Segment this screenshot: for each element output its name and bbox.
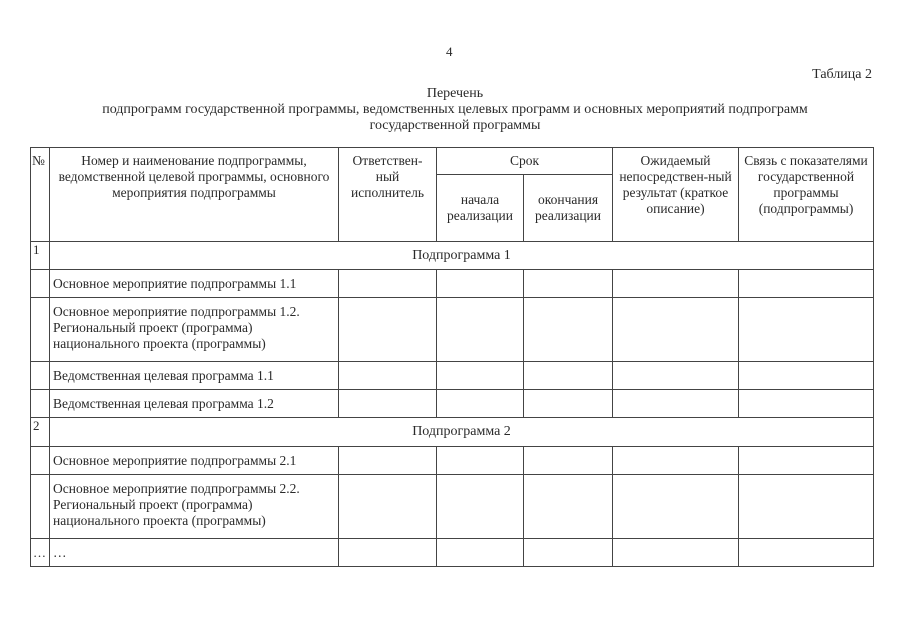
table-label: Таблица 2 (812, 67, 872, 82)
header-num: № (31, 148, 50, 242)
header-period-start: начала реализации (437, 175, 524, 242)
header-period-end: окончания реализации (524, 175, 613, 242)
cell-end (524, 475, 613, 539)
cell-result (613, 475, 739, 539)
section-title: Подпрограмма 2 (50, 418, 874, 447)
cell-executor (339, 539, 437, 567)
cell-end (524, 390, 613, 418)
cell-start (437, 362, 524, 390)
cell-end (524, 539, 613, 567)
table-row (31, 447, 874, 475)
cell-start (437, 475, 524, 539)
cell-result (613, 298, 739, 362)
title-line-2: подпрограмм государственной программы, ведомственных целевых программ и основных мероприятий подпрограмм (102, 102, 808, 117)
header-executor: Ответствен-ный исполнитель (339, 148, 437, 242)
cell-start (437, 270, 524, 298)
row-number: 2 (31, 418, 50, 447)
row-number (31, 475, 50, 539)
cell-link (739, 475, 874, 539)
table-row (31, 539, 874, 567)
table-row (31, 475, 874, 539)
document-title (60, 86, 850, 134)
row-name: Основное мероприятие подпрограммы 2.1 (50, 447, 339, 475)
cell-link (739, 390, 874, 418)
cell-result (613, 447, 739, 475)
row-name: Ведомственная целевая программа 1.1 (50, 362, 339, 390)
cell-link (739, 447, 874, 475)
row-number (31, 298, 50, 362)
row-name: Основное мероприятие подпрограммы 1.1 (50, 270, 339, 298)
cell-result (613, 270, 739, 298)
header-period: Срок (437, 148, 613, 175)
row-number (31, 447, 50, 475)
header-result: Ожидаемый непосредствен-ный результат (краткое описание) (613, 148, 739, 242)
row-name: Ведомственная целевая программа 1.2 (50, 390, 339, 418)
cell-link (739, 270, 874, 298)
cell-result (613, 390, 739, 418)
row-name: Основное мероприятие подпрограммы 1.2. Региональный проект (программа) национального проекта (программы) (50, 298, 339, 362)
cell-start (437, 390, 524, 418)
page-number: 4 (446, 44, 453, 59)
cell-executor (339, 298, 437, 362)
title-line-3: государственной программы (369, 118, 541, 133)
cell-end (524, 270, 613, 298)
row-number: … (31, 539, 50, 567)
cell-end (524, 298, 613, 362)
programs-table (30, 147, 874, 567)
title-line-1: Перечень (426, 86, 484, 101)
row-number (31, 362, 50, 390)
cell-start (437, 539, 524, 567)
row-name: Основное мероприятие подпрограммы 2.2. Региональный проект (программа) национального проекта (программы) (50, 475, 339, 539)
cell-end (524, 362, 613, 390)
table-row (31, 362, 874, 390)
header-link: Связь с показателями государственной программы (подпрограммы) (739, 148, 874, 242)
cell-link (739, 298, 874, 362)
section-title: Подпрограмма 1 (50, 242, 874, 270)
cell-executor (339, 362, 437, 390)
table-row-section (31, 242, 874, 270)
cell-start (437, 447, 524, 475)
cell-end (524, 447, 613, 475)
row-number: 1 (31, 242, 50, 270)
row-number (31, 390, 50, 418)
table-row (31, 298, 874, 362)
row-number (31, 270, 50, 298)
table-row-section (31, 418, 874, 447)
cell-executor (339, 447, 437, 475)
header-name: Номер и наименование подпрограммы, ведомственной целевой программы, основного мероприятия подпрограммы (50, 148, 339, 242)
table-row (31, 270, 874, 298)
row-name: … (50, 539, 339, 567)
table-row (31, 390, 874, 418)
cell-start (437, 298, 524, 362)
cell-link (739, 362, 874, 390)
cell-result (613, 539, 739, 567)
cell-executor (339, 475, 437, 539)
cell-executor (339, 270, 437, 298)
cell-link (739, 539, 874, 567)
table-body (31, 242, 874, 567)
cell-executor (339, 390, 437, 418)
cell-result (613, 362, 739, 390)
